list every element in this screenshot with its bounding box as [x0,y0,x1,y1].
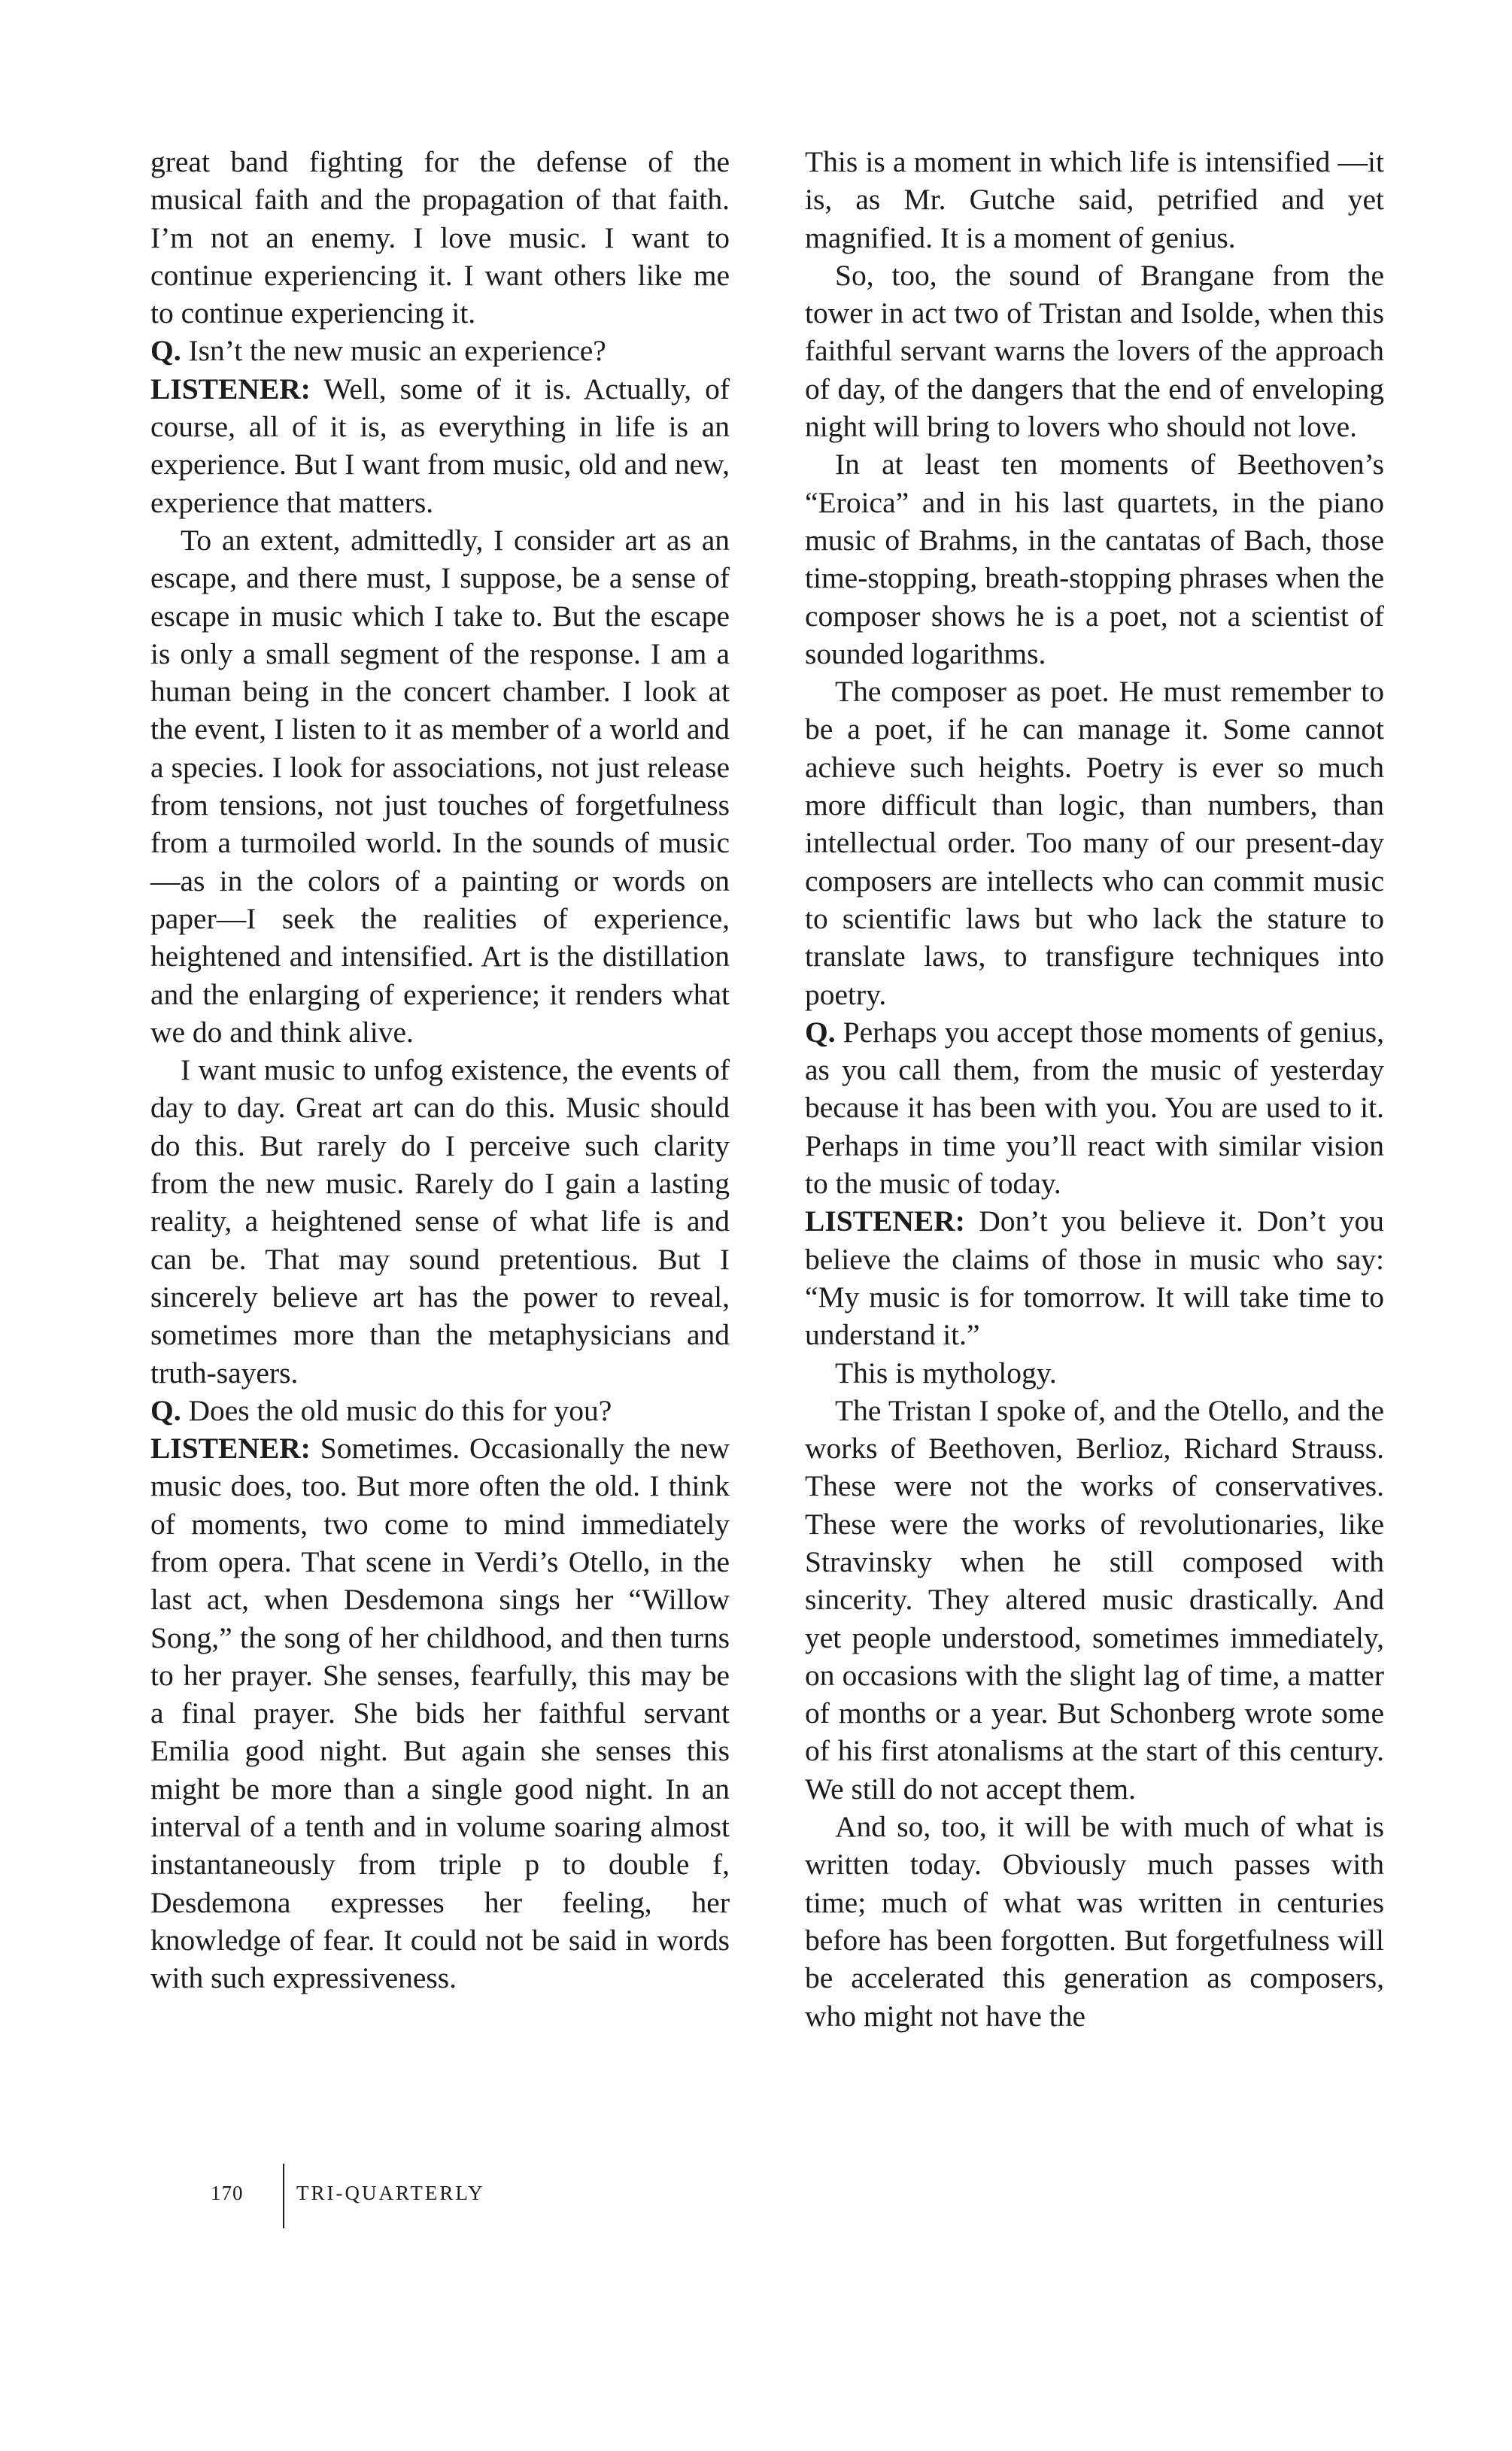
paragraph: This is mythology. [835,1356,1057,1390]
paragraph-text: Perhaps you accept those moments of genius, as you call them, from the music of yesterday because it has been with you. You are used to it. Perhaps in time you’ll react with similar vision to the music of today. [805,1015,1384,1201]
paragraph: The composer as poet. He must remember to be a poet, if he can manage it. Some cannot achieve such heights. Poetry is ever so much more difficult than logic, than numbers, than intellectual order. Too many of our present-day composers are intellects who can commit music to scientific laws but who lack the stature to translate laws, to transfigure techniques into poetry. [805,675,1384,1011]
paragraph: In at least ten moments of Beethoven’s “Eroica” and in his last quartets, in the piano music of Brahms, in the cantatas of Bach, those time-stopping, breath-stopping phrases when the composer shows he is a poet, not a scientist of sounded logarithms. [805,448,1384,670]
speaker-label: Q. [150,1393,181,1427]
running-head: TRI-QUARTERLY [296,2182,485,2204]
paragraph-text: Isn’t the new music an experience? [181,334,606,368]
speaker-label: LISTENER: [150,372,311,405]
paragraph: To an extent, admittedly, I consider art as an escape, and there must, I suppose, be a sense of escape in music which I take to. But the escape is only a small segment of the response. I am a human being in the concert chamber. I look at the event, I listen to it as member of a world and a species. I look for associations, not just release from tensions, not just touches of forgetfulness from a turmoiled world. In the sounds of music—as in the colors of a painting or words on paper—I seek the realities of experience, heightened and intensified. Art is the distillation and the enlarging of experience; it renders what we do and think alive. [150,523,730,1049]
speaker-label: Q. [805,1015,836,1049]
paragraph: This is a moment in which life is intensified —it is, as Mr. Gutche said, petrified and yet magnified. It is a moment of genius. [805,145,1384,254]
question-paragraph [150,332,730,369]
paragraph: great band fighting for the defense of the musical faith and the propagation of that faith. I’m not an enemy. I love music. I want to continue experiencing it. I want others like me to continue experiencing it. [150,145,730,330]
paragraph-text: Does the old music do this for you? [181,1393,612,1427]
answer-paragraph [150,1429,730,1997]
paragraph-text: Don’t you believe it. Don’t you believe the claims of those in music who say: “My music is for tomorrow. It will take time to understand it.” [805,1204,1384,1352]
answer-paragraph [150,370,730,521]
speaker-label: LISTENER: [150,1432,311,1465]
speaker-label: Q. [150,334,181,368]
footer-divider [283,2164,284,2228]
paragraph: The Tristan I spoke of, and the Otello, and the works of Beethoven, Berlioz, Richard Strauss. These were not the works of conservatives. These were the works of revolutionaries, like Stravinsky when he still composed with sincerity. They altered music drastically. And yet people understood, sometimes immediately, on occasions with the slight lag of time, a matter of months or a year. But Schonberg wrote some of his first atonalisms at the start of this century. We still do not accept them. [805,1393,1384,1806]
left-text-column [150,143,730,1997]
question-paragraph [805,1013,1384,1202]
page-number: 170 [211,2182,244,2204]
paragraph: I want music to unfog existence, the events of day to day. Great art can do this. Music should do this. But rarely do I perceive such clarity from the new music. Rarely do I gain a lasting reality, a heightened sense of what life is and can be. That may sound pretentious. But I sincerely believe art has the power to reveal, sometimes more than the metaphysicians and truth-sayers. [150,1053,730,1390]
speaker-label: LISTENER: [805,1204,965,1238]
question-paragraph [150,1392,730,1429]
paragraph-text: Sometimes. Occasionally the new music does, too. But more often the old. I think of moments, two come to mind immediately from opera. That scene in Verdi’s Otello, in the last act, when Desdemona sings her “Willow Song,” the song of her childhood, and then turns to her prayer. She senses, fearfully, this may be a final prayer. She bids her faithful servant Emilia good night. But again she senses this might be more than a single good night. In an interval of a tenth and in volume soaring almost instantaneously from triple p to double f, Desdemona expresses her feeling, her knowledge of fear. It could not be said in words with such expressiveness. [150,1432,730,1995]
paragraph: And so, too, it will be with much of what is written today. Obviously much passes with time; much of what was written in centuries before has been forgotten. But forgetfulness will be accelerated this generation as composers, who might not have the [805,1810,1384,2033]
paragraph-text: Well, some of it is. Actually, of course, all of it is, as everything in life is an experience. But I want from music, old and new, experience that matters. [150,372,730,519]
answer-paragraph [805,1202,1384,1353]
paragraph: So, too, the sound of Brangane from the tower in act two of Tristan and Isolde, when this faithful servant warns the lovers of the approach of day, of the dangers that the end of enveloping night will bring to lovers who should not love. [805,258,1384,444]
right-text-column [805,143,1384,2035]
